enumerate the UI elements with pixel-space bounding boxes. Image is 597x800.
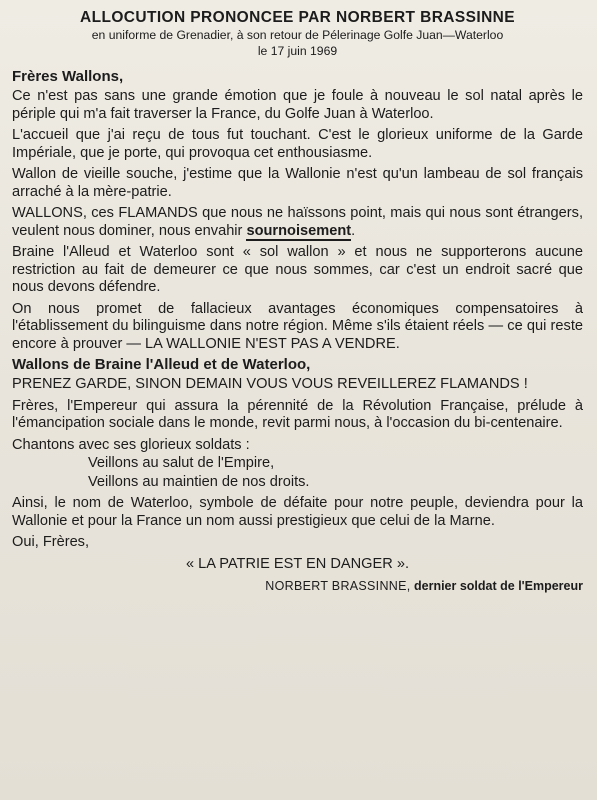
oui-freres: Oui, Frères, — [12, 534, 90, 550]
salutation: Frères Wallons, — [12, 68, 124, 85]
song-line-1: Veillons au salut de l'Empire, — [88, 455, 275, 471]
paragraph-wallons — [12, 205, 583, 240]
signature-title: dernier soldat de l'Empereur — [414, 578, 583, 593]
underlined-word: sournoisement — [246, 222, 352, 239]
wallons-end: . — [351, 222, 356, 239]
paragraph-braine: Braine l'Alleud et Waterloo sont « sol wallon » et nous ne supporterons aucune restriction au fait de demeurer ce que nous sommes, car c'est un endroit sacré que nous devons défendre. — [12, 244, 583, 295]
paragraph-empereur: Frères, l'Empereur qui assura la pérennité de la Révolution Française, prélude à l'émancipation sociale dans le monde, revit parmi nous, à l'occasion du bi-centenaire. — [12, 397, 583, 431]
paragraph-souche: Wallon de vieille souche, j'estime que la Wallonie n'est qu'un lambeau de sol français arraché à la mère-patrie. — [12, 166, 583, 200]
document-subtitle: en uniforme de Grenadier, à son retour de Pélerinage Golfe Juan—Waterloo — [91, 28, 504, 42]
paragraph-accueil: L'accueil que j'ai reçu de tous fut touchant. C'est le glorieux uniforme de la Garde Impériale, que je porte, qui provoqua cet enthousiasme. — [12, 127, 583, 161]
paragraph-emotion: Ce n'est pas sans une grande émotion que je foule à nouveau le sol natal après le périple qui m'a fait traverser la France, du Golfe Juan à Waterloo. — [12, 88, 583, 122]
document-title: ALLOCUTION PRONONCEE PAR NORBERT BRASSINNE — [79, 9, 516, 26]
paragraph-promesse: On nous promet de fallacieux avantages économiques compensatoires à l'établissement du bilinguisme dans notre région. Même s'ils étaient réels — ce qui reste encore à prouver — LA WALLONIE N'EST PAS A VENDRE. — [12, 300, 583, 352]
braine-heading: Wallons de Braine l'Alleud et de Waterloo, — [12, 356, 311, 373]
slogan: « LA PATRIE EST EN DANGER ». — [185, 555, 410, 572]
signature — [12, 578, 583, 594]
wallons-text: WALLONS, ces FLAMANDS que nous ne haïssons point, mais qui nous sont étrangers, veulent nous dominer, nous envahir — [12, 205, 583, 239]
document-date: le 17 juin 1969 — [257, 44, 338, 58]
warning-text: PRENEZ GARDE, SINON DEMAIN VOUS VOUS REVEILLEREZ FLAMANDS ! — [12, 376, 528, 392]
signature-name: NORBERT BRASSINNE, — [265, 578, 411, 593]
song-line-2: Veillons au maintien de nos droits. — [88, 473, 310, 490]
song-intro: Chantons avec ses glorieux soldats : — [12, 436, 250, 453]
paragraph-ainsi: Ainsi, le nom de Waterloo, symbole de défaite pour notre peuple, deviendra pour la Wallonie et pour la France un nom aussi prestigieux que celui de la Marne. — [12, 495, 583, 529]
